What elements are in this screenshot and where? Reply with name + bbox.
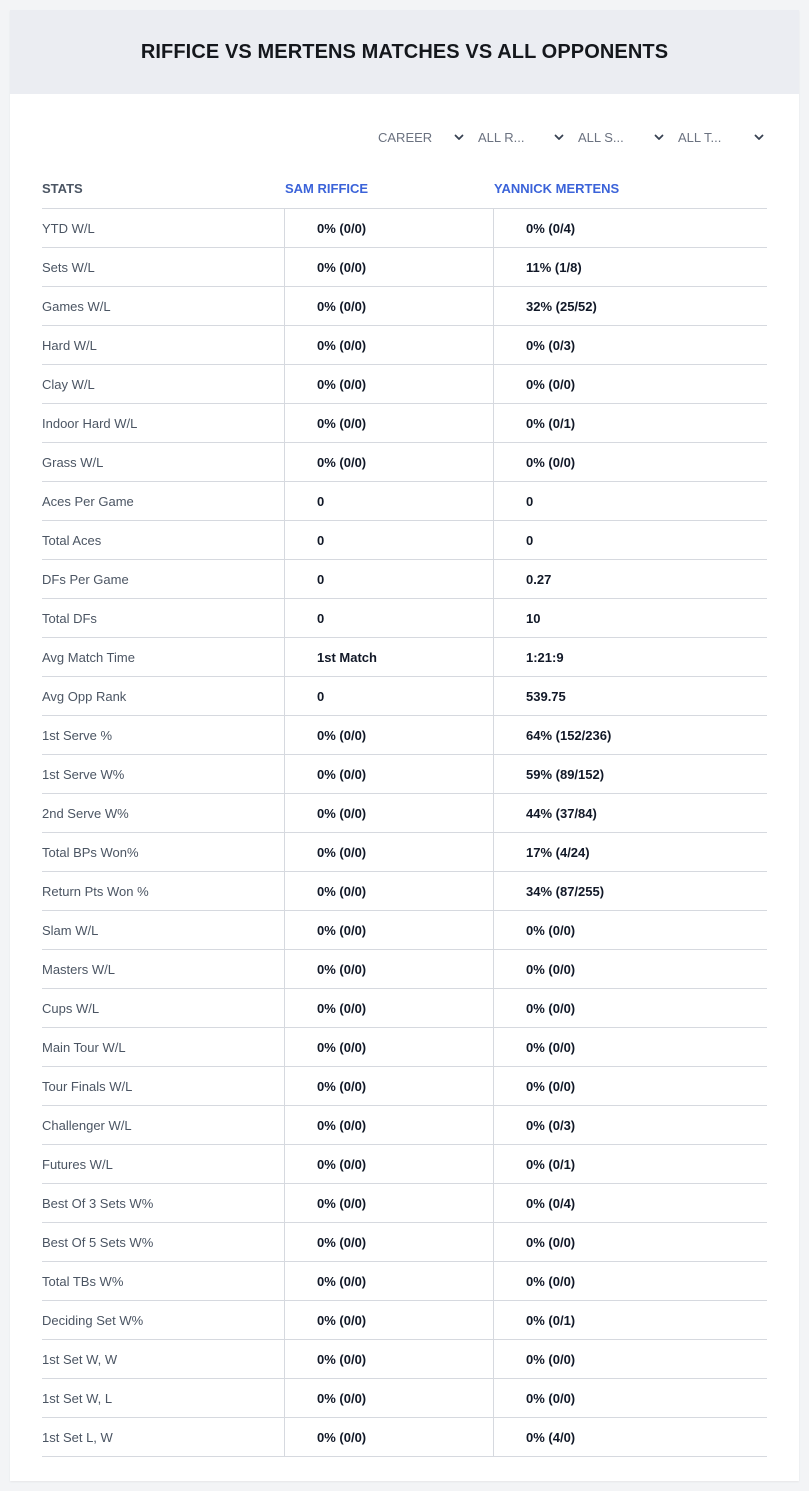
table-row	[42, 638, 767, 677]
player1-value: 0% (0/0)	[285, 716, 494, 754]
table-body	[42, 209, 767, 1457]
table-row	[42, 989, 767, 1028]
table-row	[42, 794, 767, 833]
player1-value: 0% (0/0)	[285, 1262, 494, 1300]
player2-value: 0% (0/4)	[526, 220, 576, 236]
table-row	[42, 209, 767, 248]
chevron-down-icon	[653, 131, 665, 143]
player2-value: 0% (0/1)	[526, 1156, 576, 1172]
player1-link[interactable]: SAM RIFFICE	[285, 181, 369, 196]
player2-value: 32% (25/52)	[526, 298, 597, 314]
player2-value: 17% (4/24)	[526, 844, 590, 860]
player1-value: 0% (0/0)	[285, 794, 494, 832]
player2-value: 0% (0/0)	[526, 1078, 576, 1094]
player2-value: 0% (0/3)	[526, 1117, 576, 1133]
player1-value: 0	[285, 677, 494, 715]
stat-label: 1st Set W, W	[42, 1340, 285, 1378]
table-row	[42, 326, 767, 365]
table-row	[42, 1418, 767, 1457]
stat-label: Total BPs Won%	[42, 833, 285, 871]
table-row	[42, 248, 767, 287]
stat-label: Total Aces	[42, 521, 285, 559]
player2-value: 0% (0/0)	[526, 922, 576, 938]
stat-label: Best Of 3 Sets W%	[42, 1184, 285, 1222]
player2-value: 0	[526, 493, 534, 509]
table-row	[42, 716, 767, 755]
stat-label: Challenger W/L	[42, 1106, 285, 1144]
player1-value: 0% (0/0)	[285, 872, 494, 910]
table-row	[42, 872, 767, 911]
stat-label: Grass W/L	[42, 443, 285, 481]
player1-value: 0% (0/0)	[285, 1301, 494, 1339]
player1-value: 0% (0/0)	[285, 1067, 494, 1105]
table-row	[42, 1301, 767, 1340]
column-header-stats: STATS	[42, 181, 83, 196]
player2-value: 0% (0/0)	[526, 376, 576, 392]
stat-label: Cups W/L	[42, 989, 285, 1027]
stat-label: Games W/L	[42, 287, 285, 325]
table-row	[42, 521, 767, 560]
player2-value: 0% (0/1)	[526, 1312, 576, 1328]
table-row	[42, 287, 767, 326]
player1-value: 0% (0/0)	[285, 1145, 494, 1183]
filter-surface-select[interactable]	[578, 126, 665, 148]
player1-value: 0	[285, 560, 494, 598]
stat-label: 1st Serve %	[42, 716, 285, 754]
player1-value: 0% (0/0)	[285, 950, 494, 988]
table-row	[42, 1145, 767, 1184]
player2-value: 0% (0/3)	[526, 337, 576, 353]
table-row	[42, 404, 767, 443]
player1-value: 0% (0/0)	[285, 443, 494, 481]
player2-link[interactable]: YANNICK MERTENS	[494, 181, 620, 196]
stat-label: Tour Finals W/L	[42, 1067, 285, 1105]
table-row	[42, 443, 767, 482]
stat-label: YTD W/L	[42, 209, 285, 247]
chevron-down-icon	[553, 131, 565, 143]
player1-value: 0% (0/0)	[285, 404, 494, 442]
stat-label: Total TBs W%	[42, 1262, 285, 1300]
player1-value: 0% (0/0)	[285, 1340, 494, 1378]
player2-value: 0	[526, 532, 534, 548]
player1-value: 0% (0/0)	[285, 209, 494, 247]
stat-label: Avg Opp Rank	[42, 677, 285, 715]
table-row	[42, 1184, 767, 1223]
player2-value: 0% (0/0)	[526, 1351, 576, 1367]
table-row	[42, 677, 767, 716]
table-row	[42, 1379, 767, 1418]
filter-bar	[378, 126, 765, 148]
player2-value: 0.27	[526, 571, 552, 587]
table-header	[42, 169, 767, 209]
player1-value: 0% (0/0)	[285, 1223, 494, 1261]
player1-value: 0	[285, 521, 494, 559]
player1-value: 0% (0/0)	[285, 326, 494, 364]
stats-table	[42, 169, 767, 1457]
player1-value: 0% (0/0)	[285, 911, 494, 949]
player1-value: 0% (0/0)	[285, 287, 494, 325]
stat-label: 1st Set L, W	[42, 1418, 285, 1456]
stat-label: Best Of 5 Sets W%	[42, 1223, 285, 1261]
stat-label: Masters W/L	[42, 950, 285, 988]
table-row	[42, 911, 767, 950]
player2-value: 0% (0/0)	[526, 1234, 576, 1250]
player2-value: 64% (152/236)	[526, 727, 612, 743]
player1-value: 1st Match	[285, 638, 494, 676]
table-row	[42, 1067, 767, 1106]
player2-value: 539.75	[526, 688, 566, 704]
stat-label: 2nd Serve W%	[42, 794, 285, 832]
player2-value: 0% (0/0)	[526, 1390, 576, 1406]
player2-value: 11% (1/8)	[526, 259, 582, 275]
filter-label: ALL S...	[578, 129, 624, 145]
filter-tournament-select[interactable]	[678, 126, 765, 148]
player2-value: 0% (0/0)	[526, 1039, 576, 1055]
player1-value: 0% (0/0)	[285, 989, 494, 1027]
table-row	[42, 1106, 767, 1145]
player1-value: 0% (0/0)	[285, 365, 494, 403]
page-title: RIFFICE VS MERTENS MATCHES VS ALL OPPONENTS	[140, 41, 669, 63]
filter-career-select[interactable]	[378, 126, 465, 148]
stat-label: Avg Match Time	[42, 638, 285, 676]
player2-value: 34% (87/255)	[526, 883, 605, 899]
player1-value: 0% (0/0)	[285, 1379, 494, 1417]
player2-value: 0% (4/0)	[526, 1429, 576, 1445]
player1-value: 0% (0/0)	[285, 1418, 494, 1456]
player2-value: 0% (0/0)	[526, 1273, 576, 1289]
table-row	[42, 1028, 767, 1067]
stat-label: 1st Serve W%	[42, 755, 285, 793]
filter-label: ALL T...	[678, 129, 722, 145]
card-header	[10, 10, 799, 94]
stat-label: Aces Per Game	[42, 482, 285, 520]
filter-label: CAREER	[378, 129, 433, 145]
filter-label: ALL R...	[478, 129, 525, 145]
table-row	[42, 1223, 767, 1262]
table-row	[42, 1340, 767, 1379]
player2-value: 59% (89/152)	[526, 766, 605, 782]
player2-value: 0% (0/0)	[526, 1000, 576, 1016]
filter-round-select[interactable]	[478, 126, 565, 148]
stat-label: Main Tour W/L	[42, 1028, 285, 1066]
stat-label: Futures W/L	[42, 1145, 285, 1183]
stat-label: DFs Per Game	[42, 560, 285, 598]
chevron-down-icon	[753, 131, 765, 143]
stat-label: Indoor Hard W/L	[42, 404, 285, 442]
chevron-down-icon	[453, 131, 465, 143]
table-row	[42, 755, 767, 794]
player1-value: 0% (0/0)	[285, 1028, 494, 1066]
player2-value: 0% (0/4)	[526, 1195, 576, 1211]
table-row	[42, 482, 767, 521]
table-row	[42, 560, 767, 599]
player1-value: 0% (0/0)	[285, 1106, 494, 1144]
table-row	[42, 365, 767, 404]
player2-value: 1:21:9	[526, 649, 564, 665]
player1-value: 0% (0/0)	[285, 1184, 494, 1222]
stat-label: Hard W/L	[42, 326, 285, 364]
player1-value: 0	[285, 482, 494, 520]
table-row	[42, 599, 767, 638]
player2-value: 44% (37/84)	[526, 805, 597, 821]
player2-value: 10	[526, 610, 541, 626]
stat-label: Clay W/L	[42, 365, 285, 403]
player1-value: 0% (0/0)	[285, 833, 494, 871]
player1-value: 0% (0/0)	[285, 755, 494, 793]
stat-label: Slam W/L	[42, 911, 285, 949]
stat-label: Return Pts Won %	[42, 872, 285, 910]
stat-label: Total DFs	[42, 599, 285, 637]
stat-label: 1st Set W, L	[42, 1379, 285, 1417]
table-row	[42, 950, 767, 989]
player2-value: 0% (0/1)	[526, 415, 576, 431]
player2-value: 0% (0/0)	[526, 454, 576, 470]
stat-label: Deciding Set W%	[42, 1301, 285, 1339]
table-row	[42, 1262, 767, 1301]
stats-card	[10, 10, 799, 1481]
player1-value: 0	[285, 599, 494, 637]
stat-label: Sets W/L	[42, 248, 285, 286]
table-row	[42, 833, 767, 872]
player1-value: 0% (0/0)	[285, 248, 494, 286]
player2-value: 0% (0/0)	[526, 961, 576, 977]
